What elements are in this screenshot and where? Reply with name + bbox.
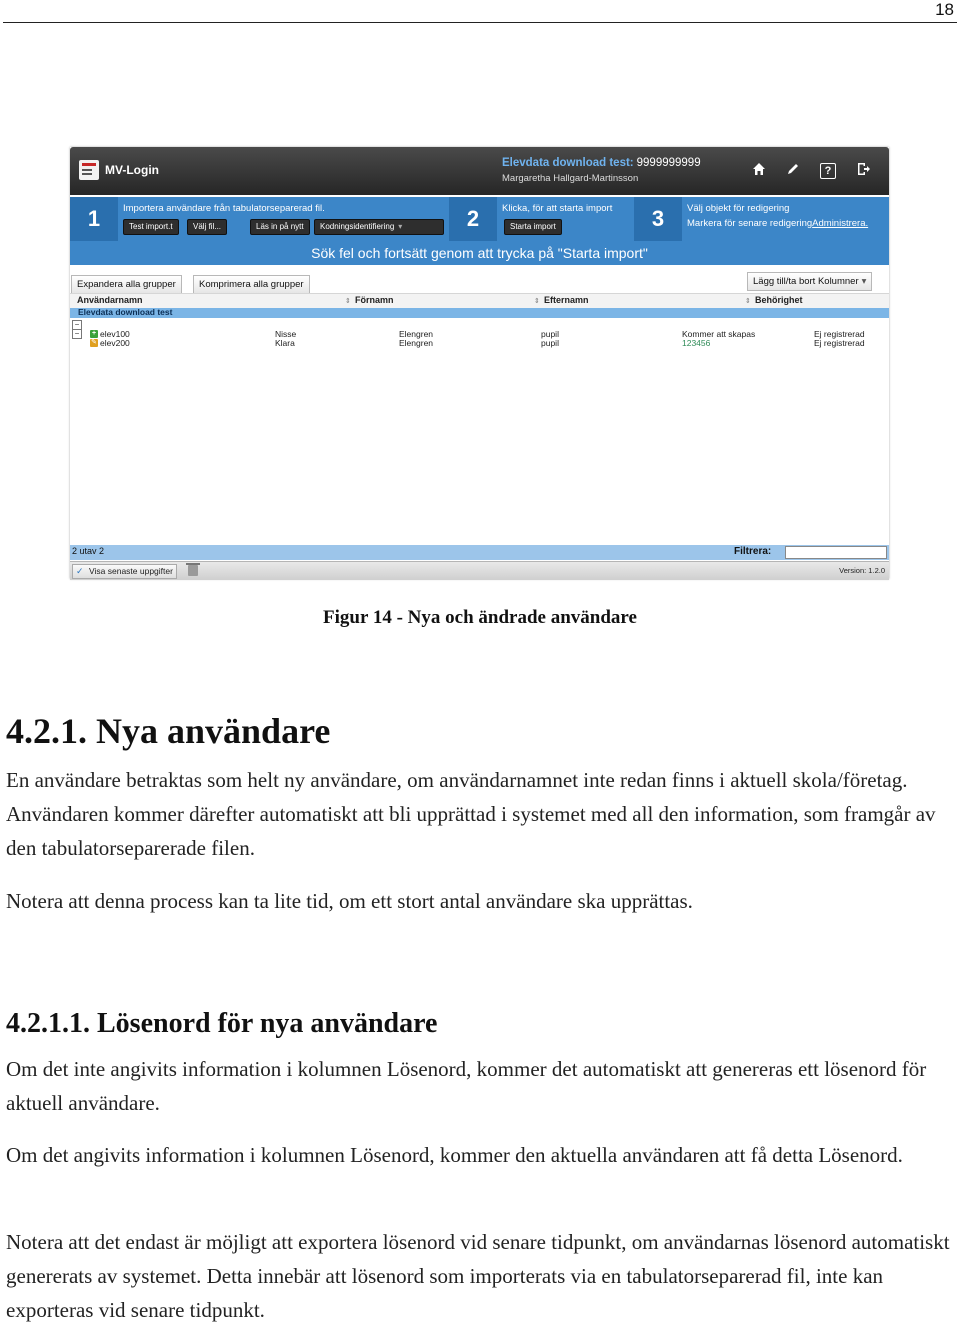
section-heading: 4.2.1. Nya användare [6, 711, 331, 751]
step-3-line1: Välj objekt för redigering [687, 203, 790, 214]
sort-icon: ⇕ [345, 298, 351, 305]
trash-icon[interactable] [188, 565, 198, 576]
grid-column-header [70, 293, 889, 309]
cell-password: Kommer att skapas [682, 329, 756, 339]
columns-dropdown[interactable]: Lägg till/ta bort Kolumner ▾ [747, 272, 872, 291]
figure-caption: Figur 14 - Nya och ändrade användare [323, 607, 637, 628]
import-steps [70, 197, 889, 241]
cell-firstname: Klara [275, 338, 295, 348]
step-1-number: 1 [70, 197, 118, 241]
step-2-text: Klicka, för att starta import [502, 203, 613, 214]
section-paragraph-1: En användare betraktas som helt ny användare, om användarnamnet inte redan finns i aktuell skola/företag. Användaren kommer därefter automatiskt att bli upprättad i systemet med all den information, som framgår av den tabulatorseparerade filen. [6, 768, 936, 860]
app-name: MV-Login [105, 163, 159, 177]
step-3-number: 3 [634, 197, 682, 241]
download-label: Elevdata download test: [502, 157, 634, 169]
download-value: 9999999999 [636, 157, 701, 169]
col-firstname[interactable]: Förnamn [355, 295, 394, 305]
subsection-paragraph-2: Om det angivits information i kolumnen Lösenord, kommer den aktuella användaren att få detta Lösenord. [6, 1143, 903, 1167]
cell-result: Ej registrerad [814, 329, 865, 339]
col-lastname[interactable]: Efternamn [544, 295, 589, 305]
figure-screenshot [70, 147, 889, 579]
filter-input[interactable] [785, 546, 887, 559]
cell-role: pupil [541, 338, 559, 348]
pencil-icon[interactable] [783, 161, 803, 181]
step-3-line2: Markera för senare redigeringAdministrera. [687, 218, 869, 229]
app-logo-icon [79, 160, 99, 180]
step-1-text: Importera användare från tabulatorseparerad fil. [123, 203, 325, 214]
subsection-heading: 4.2.1.1. Lösenord för nya användare [6, 1008, 438, 1039]
app-footer [70, 561, 889, 580]
cell-role: pupil [541, 329, 559, 339]
cell-lastname: Elengren [399, 338, 434, 348]
grid-toolbar [70, 271, 889, 293]
group-label: Elevdata download test [78, 307, 173, 317]
filter-label: Filtrera: [734, 546, 772, 557]
col-role[interactable]: Behörighet [755, 295, 803, 305]
edited-user-icon: ✎ [91, 339, 97, 346]
administrate-link[interactable]: Administrera. [812, 218, 869, 229]
version-label: Version: 1.2.0 [839, 566, 885, 575]
grid-empty-area [70, 347, 889, 546]
logout-icon[interactable] [854, 161, 874, 181]
show-latest-button[interactable]: ✓ Visa senaste uppgifter [72, 564, 177, 579]
header-rule [3, 22, 957, 23]
status-banner: Sök fel och fortsätt genom att trycka på "Starta import" [70, 241, 889, 265]
cell-username: elev200 [100, 338, 130, 348]
expand-all-button[interactable]: Expandera alla grupper [71, 275, 182, 294]
collapse-group-icon[interactable]: − [72, 320, 82, 330]
new-user-icon: + [91, 330, 97, 337]
cell-username: elev100 [100, 329, 130, 339]
grid-statusbar [70, 545, 889, 560]
download-title [502, 157, 701, 169]
reload-button[interactable]: Läs in på nytt [250, 219, 310, 235]
test-import-button[interactable]: Test import.t [123, 219, 179, 235]
row-count: 2 utav 2 [72, 546, 105, 556]
page-number: 18 [935, 0, 954, 19]
col-username[interactable]: Användarnamn [77, 295, 143, 305]
subsection-paragraph-1: Om det inte angivits information i kolumnen Lösenord, kommer det automatiskt att genereras ett lösenord för aktuell användare. [6, 1057, 927, 1115]
section-paragraph-2: Notera att denna process kan ta lite tid, om ett stort antal användare ska upprättas. [6, 889, 693, 913]
step-2-number: 2 [449, 197, 497, 241]
chevron-down-icon: ▾ [861, 276, 867, 287]
cell-result: Ej registrerad [814, 338, 865, 348]
group-row[interactable] [70, 308, 889, 318]
collapse-row-icon[interactable]: − [72, 329, 82, 339]
start-import-button[interactable]: Starta import [504, 219, 562, 235]
cell-lastname: Elengren [399, 329, 434, 339]
collapse-all-button[interactable]: Komprimera alla grupper [193, 275, 310, 294]
cell-firstname: Nisse [275, 329, 297, 339]
choose-file-button[interactable]: Välj fil... [187, 219, 227, 235]
encoding-dropdown[interactable]: Kodningsidentifiering ▾ [314, 219, 444, 235]
subsection-paragraph-3: Notera att det endast är möjligt att exportera lösenord vid senare tidpunkt, om användarnas lösenord automatiskt genererats av systemet. Detta innebär att lösenord som importerats via en tabulatorseparerad fil, inte kan exporteras vid senare tidpunkt. [6, 1230, 950, 1322]
help-icon[interactable]: ? [820, 163, 836, 179]
app-titlebar [70, 147, 889, 195]
cell-password: 123456 [682, 338, 711, 348]
home-icon[interactable] [749, 161, 769, 181]
sort-icon: ⇕ [534, 298, 540, 305]
sort-icon: ⇕ [745, 298, 751, 305]
user-name: Margaretha Hallgard-Martinsson [502, 173, 639, 184]
chevron-down-icon: ▾ [398, 222, 403, 231]
